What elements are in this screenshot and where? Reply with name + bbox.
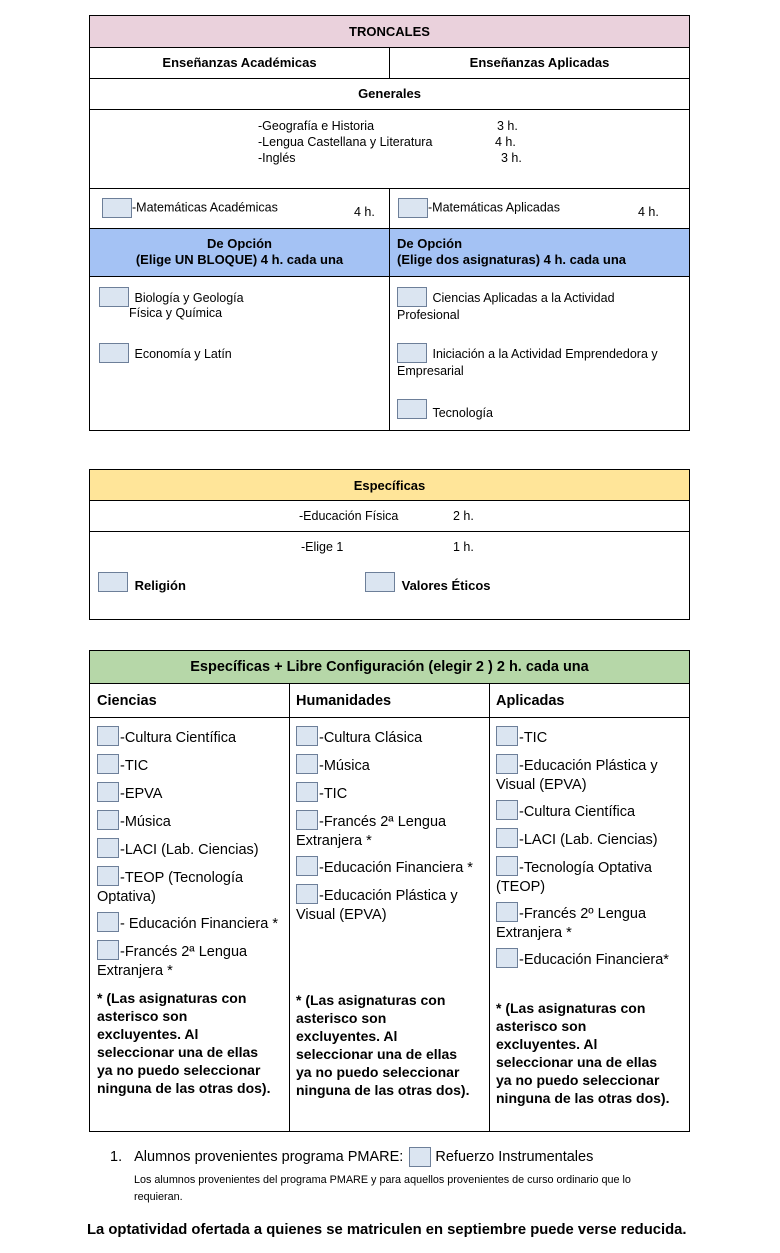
libre-option-label: Extranjera *	[97, 963, 173, 979]
libre-option-label: -Educación Plástica y	[319, 887, 458, 904]
generales-hours	[497, 118, 522, 166]
libre-option-label: -Cultura Científica	[120, 729, 237, 746]
libre-option-label: -Francés 2ª Lengua	[319, 813, 447, 830]
option-biologia[interactable]	[99, 287, 244, 321]
libre-option[interactable]	[496, 802, 688, 822]
libre-option-checkbox[interactable]	[97, 810, 119, 830]
note-line: ya no puedo seleccionar	[496, 1072, 660, 1088]
libre-option[interactable]	[496, 858, 688, 896]
subject-name: -Lengua Castellana y Literatura	[258, 135, 433, 149]
elige-hours: 1 h.	[453, 540, 474, 554]
mat-academicas-checkbox[interactable]	[102, 198, 132, 218]
religion-label: Religión	[134, 578, 186, 594]
col-aplicadas: Enseñanzas Aplicadas	[469, 55, 610, 70]
libre-option-label: -Música	[120, 813, 171, 830]
libre-option-label: -Tecnología Optativa	[519, 859, 652, 876]
especificas-title: Específicas	[353, 478, 426, 493]
valores-checkbox[interactable]	[365, 572, 395, 592]
libre-option-label: - Educación Financiera *	[120, 915, 278, 932]
libre-option-label: Visual (EPVA)	[296, 907, 387, 923]
libre-option[interactable]	[496, 904, 688, 942]
libre-option[interactable]	[296, 784, 486, 804]
libre-option[interactable]	[496, 830, 688, 850]
pmare-checkbox[interactable]	[409, 1147, 431, 1167]
ensenanzas-row	[90, 48, 689, 79]
option-label: Tecnología	[432, 406, 493, 421]
ciencias-note	[97, 989, 270, 1097]
libre-option-checkbox[interactable]	[296, 726, 318, 746]
troncales-title: TRONCALES	[349, 24, 430, 39]
note-line: asterisco son	[496, 1018, 587, 1034]
libre-option-checkbox[interactable]	[296, 782, 318, 802]
libre-option-checkbox[interactable]	[296, 810, 318, 830]
mat-aplicadas-label: -Matemáticas Aplicadas	[428, 200, 561, 215]
elige-row	[90, 532, 689, 619]
libre-option[interactable]	[296, 756, 486, 776]
libre-option-label: -Cultura Científica	[519, 803, 636, 820]
libre-option-checkbox[interactable]	[496, 902, 518, 922]
option-iniciacion[interactable]	[397, 343, 689, 379]
ciencias-aplicadas-checkbox[interactable]	[397, 287, 427, 307]
libre-option-label: -TIC	[120, 757, 149, 774]
mat-academicas-hours: 4 h.	[354, 205, 375, 219]
libre-option-checkbox[interactable]	[496, 948, 518, 968]
libre-option-checkbox[interactable]	[97, 754, 119, 774]
libre-option-label: Optativa)	[97, 889, 156, 905]
subject-hours: 3 h.	[501, 151, 522, 165]
note-line: asterisco son	[97, 1008, 188, 1024]
pmare-option: Refuerzo Instrumentales	[435, 1148, 594, 1165]
libre-option-label: (TEOP)	[496, 879, 546, 895]
generales-title: Generales	[358, 86, 421, 101]
especificas-header	[90, 470, 689, 501]
note-line: * (Las asignaturas con	[97, 990, 247, 1006]
libre-option[interactable]	[496, 950, 688, 970]
religion-checkbox[interactable]	[98, 572, 128, 592]
libre-option-checkbox[interactable]	[296, 856, 318, 876]
libre-option-checkbox[interactable]	[97, 912, 119, 932]
libre-option-label: -Educación Plástica y	[519, 757, 658, 774]
troncales-header	[90, 16, 689, 48]
mat-academicas-option[interactable]	[102, 198, 278, 218]
pmare-note	[134, 1172, 631, 1206]
note-line: seleccionar una de ellas	[496, 1054, 658, 1070]
libre-col-headers	[90, 684, 689, 718]
col-humanidades: Humanidades	[296, 693, 392, 709]
libre-body	[90, 718, 689, 1131]
troncales-table	[89, 15, 690, 431]
col-ciencias: Ciencias	[97, 693, 157, 709]
humanidades-note	[296, 991, 469, 1099]
option-religion[interactable]	[98, 572, 186, 592]
libre-option-checkbox[interactable]	[97, 782, 119, 802]
libre-option-checkbox[interactable]	[496, 828, 518, 848]
generales-list	[90, 110, 689, 189]
option-label: Biología y Geología	[134, 291, 244, 306]
libre-option[interactable]	[97, 942, 287, 980]
note-line: asterisco son	[296, 1010, 387, 1026]
libre-option-label: -Música	[319, 757, 370, 774]
mat-aplicadas-checkbox[interactable]	[398, 198, 428, 218]
option-label: Iniciación a la Actividad Emprendedora y	[432, 347, 658, 362]
libre-table	[89, 650, 690, 1132]
economia-checkbox[interactable]	[99, 343, 129, 363]
tecnologia-checkbox[interactable]	[397, 399, 427, 419]
option-economia[interactable]	[99, 343, 232, 363]
note-line: * (Las asignaturas con	[296, 992, 446, 1008]
libre-option[interactable]	[97, 784, 287, 804]
libre-option-checkbox[interactable]	[296, 884, 318, 904]
libre-option-checkbox[interactable]	[496, 856, 518, 876]
note-line: seleccionar una de ellas	[97, 1044, 259, 1060]
note-line: excluyentes. Al	[97, 1026, 199, 1042]
libre-option-label: Extranjera *	[496, 925, 572, 941]
note-line: * (Las asignaturas con	[496, 1000, 646, 1016]
subject-name: -Inglés	[258, 151, 296, 165]
libre-option-checkbox[interactable]	[496, 800, 518, 820]
subject-name: -Geografía e Historia	[258, 119, 375, 133]
libre-option-label: Visual (EPVA)	[496, 777, 587, 793]
libre-option-label: Extranjera *	[296, 833, 372, 849]
note-line: excluyentes. Al	[496, 1036, 598, 1052]
option-ciencias-aplicadas[interactable]	[397, 287, 687, 323]
libre-option-label: -Educación Financiera *	[319, 859, 473, 876]
mat-aplicadas-option[interactable]	[398, 198, 560, 218]
pmare-label: Alumnos provenientes programa PMARE:	[134, 1148, 404, 1165]
libre-option[interactable]	[97, 840, 287, 860]
pmare-line	[110, 1147, 593, 1167]
ef-row	[90, 501, 689, 532]
libre-option-checkbox[interactable]	[296, 754, 318, 774]
libre-option[interactable]	[97, 812, 287, 832]
opcion-options-row	[90, 277, 689, 430]
libre-option-checkbox[interactable]	[496, 754, 518, 774]
aplicadas-column	[496, 728, 688, 978]
libre-option[interactable]	[296, 812, 486, 850]
valores-label: Valores Éticos	[401, 578, 491, 594]
libre-option-label: -TEOP (Tecnología	[120, 869, 244, 886]
libre-option[interactable]	[97, 914, 287, 934]
aplicadas-note	[496, 999, 669, 1107]
ciencias-column	[97, 728, 287, 988]
pmare-note-line2: requieran.	[134, 1191, 183, 1203]
opcion-left-header	[90, 236, 389, 268]
libre-option[interactable]	[97, 868, 287, 906]
libre-option[interactable]	[296, 858, 486, 878]
opcion-right-header	[397, 236, 626, 268]
libre-option[interactable]	[97, 756, 287, 776]
note-line: ya no puedo seleccionar	[296, 1064, 460, 1080]
libre-option[interactable]	[296, 728, 486, 748]
option-label-2: Profesional	[397, 308, 460, 322]
libre-option-label: -TIC	[319, 785, 348, 802]
libre-option[interactable]	[97, 728, 287, 748]
libre-option-checkbox[interactable]	[97, 838, 119, 858]
note-line: ya no puedo seleccionar	[97, 1062, 261, 1078]
libre-option-checkbox[interactable]	[97, 866, 119, 886]
iniciacion-checkbox[interactable]	[397, 343, 427, 363]
ef-hours: 2 h.	[453, 509, 474, 523]
libre-option-label: -Francés 2º Lengua	[519, 905, 647, 922]
col-academicas: Enseñanzas Académicas	[162, 55, 317, 70]
opcion-right-line1: De Opción	[397, 236, 463, 251]
matematicas-row	[90, 189, 689, 229]
subject-hours: 4 h.	[495, 135, 516, 149]
option-label: Economía y Latín	[134, 347, 232, 362]
ef-name: -Educación Física	[299, 509, 399, 523]
libre-option-label: -EPVA	[120, 785, 163, 802]
note-line: excluyentes. Al	[296, 1028, 398, 1044]
opcion-header-row	[90, 229, 689, 277]
libre-option-label: -LACI (Lab. Ciencias)	[120, 841, 259, 858]
generales-names	[258, 118, 432, 166]
opcion-left-line2: (Elige UN BLOQUE) 4 h. cada una	[135, 252, 344, 267]
libre-option[interactable]	[496, 756, 688, 794]
libre-option-label: -Francés 2ª Lengua	[120, 943, 248, 960]
mat-aplicadas-hours: 4 h.	[638, 205, 659, 219]
generales-header	[90, 79, 689, 110]
mat-academicas-label: -Matemáticas Académicas	[132, 200, 278, 215]
option-valores[interactable]	[365, 572, 491, 592]
libre-title: Específicas + Libre Configuración (elegir 2 ) 2 h. cada una	[190, 659, 589, 675]
especificas-table	[89, 469, 690, 620]
libre-option-checkbox[interactable]	[97, 726, 119, 746]
option-label: Ciencias Aplicadas a la Actividad	[432, 291, 615, 306]
subject-hours: 3 h.	[497, 119, 518, 133]
note-line: ninguna de las otras dos).	[496, 1090, 670, 1106]
option-tecnologia[interactable]	[397, 399, 493, 419]
libre-option-label: -Cultura Clásica	[319, 729, 423, 746]
pmare-note-line1: Los alumnos provenientes del programa PMARE y para aquellos provenientes de curso ordinario que lo	[134, 1174, 631, 1186]
libre-option[interactable]	[296, 886, 486, 924]
libre-header	[90, 651, 689, 684]
option-label-2: Física y Química	[129, 306, 223, 320]
humanidades-column	[296, 728, 486, 932]
option-label-2: Empresarial	[397, 364, 464, 378]
note-line: ninguna de las otras dos).	[97, 1080, 271, 1096]
note-line: ninguna de las otras dos).	[296, 1082, 470, 1098]
opcion-right-line2: (Elige dos asignaturas) 4 h. cada una	[397, 252, 627, 267]
note-line: seleccionar una de ellas	[296, 1046, 458, 1062]
biologia-checkbox[interactable]	[99, 287, 129, 307]
final-note: La optatividad ofertada a quienes se matriculen en septiembre puede verse reducida.	[87, 1222, 687, 1238]
pmare-num: 1.	[110, 1148, 123, 1165]
elige-name: -Elige 1	[301, 540, 344, 554]
libre-option-checkbox[interactable]	[97, 940, 119, 960]
libre-option[interactable]	[496, 728, 688, 748]
libre-option-checkbox[interactable]	[496, 726, 518, 746]
libre-option-label: -Educación Financiera*	[519, 951, 669, 968]
opcion-left-line1: De Opción	[206, 236, 272, 251]
libre-option-label: -LACI (Lab. Ciencias)	[519, 831, 658, 848]
libre-option-label: -TIC	[519, 729, 548, 746]
col-aplicadas: Aplicadas	[496, 693, 565, 709]
